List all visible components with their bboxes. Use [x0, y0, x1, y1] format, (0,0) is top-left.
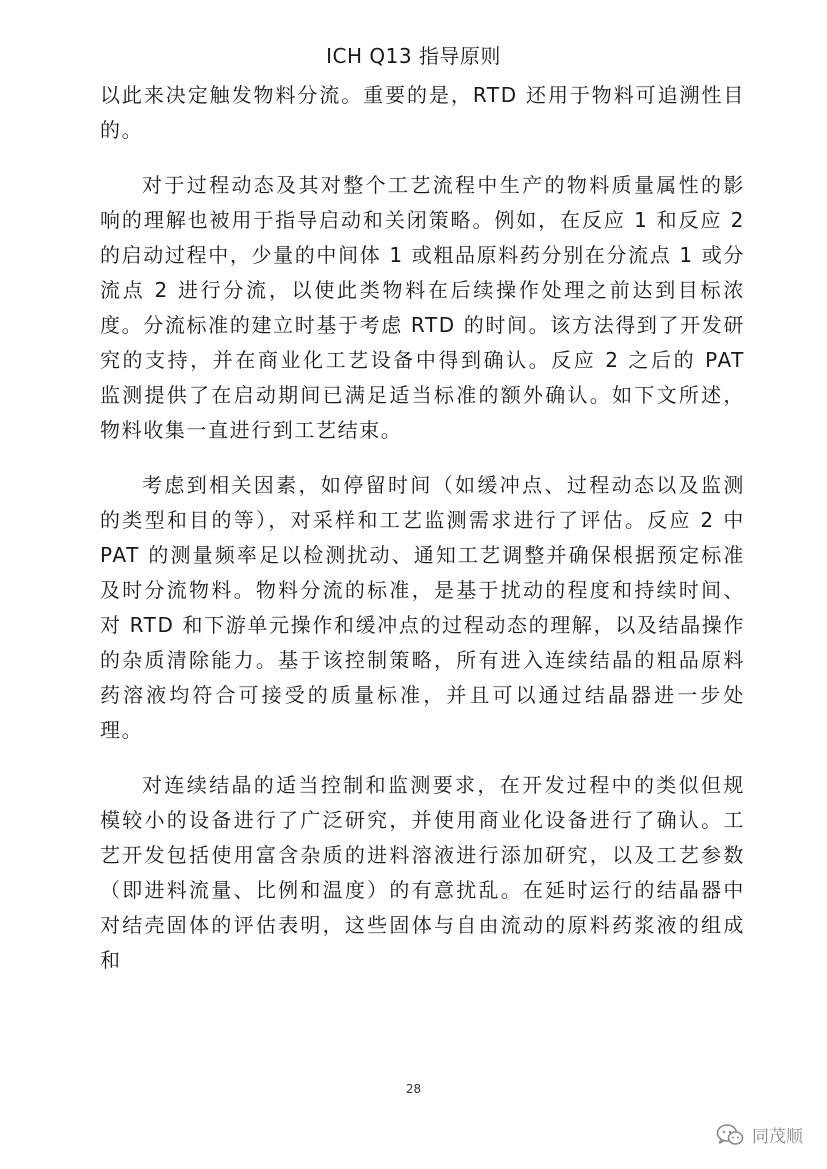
paragraph-4: 对连续结晶的适当控制和监测要求，在开发过程中的类似但规模较小的设备进行了广泛研究，并使用商业化设备进行了确认。工艺开发包括使用富含杂质的进料溶液进行添加研究，以及工艺参数（即进料流量、比例和温度）的有意扰乱。在延时运行的结晶器中对结壳固体的评估表明，这些固体与自由流动的原料药浆液的组成和 [100, 773, 745, 972]
watermark-text: 同茂顺 [752, 1127, 803, 1147]
paragraph-2: 对于过程动态及其对整个工艺流程中生产的物料质量属性的影响的理解也被用于指导启动和关闭策略。例如，在反应 1 和反应 2 的启动过程中，少量的中间体 1 或粗品原料药分别在分流点 1 或分流点 2 进行分流，以使此类物料在后续操作处理之前达到目标浓度。分流标准的建立时基于考虑 RTD 的时间。该方法得到了开发研究的支持，并在商业化工艺设备中得到确认。反应 2 之后的 PAT 监测提供了在启动期间已满足适当标准的额外确认。如下文所述，物料收集一直进行到工艺结束。 [100, 173, 745, 442]
paragraph-1: 以此来决定触发物料分流。重要的是，RTD 还用于物料可追溯性目的。 [100, 83, 745, 142]
page-number: 28 [405, 1082, 422, 1096]
wechat-icon [716, 1123, 744, 1147]
paragraph-3: 考虑到相关因素，如停留时间（如缓冲点、过程动态以及监测的类型和目的等），对采样和工艺监测需求进行了评估。反应 2 中 PAT 的测量频率足以检测扰动、通知工艺调整并确保根据预定标准及时分流物料。物料分流的标准，是基于扰动的程度和持续时间、对 RTD 和下游单元操作和缓冲点的过程动态的理解，以及结晶操作的杂质清除能力。基于该控制策略，所有进入连续结晶的粗品原料药溶液均符合可接受的质量标准，并且可以通过结晶器进一步处理。 [100, 473, 745, 742]
document-body [100, 78, 745, 998]
wechat-watermark [716, 1122, 803, 1147]
page-header-title: ICH Q13 指导原则 [326, 44, 501, 68]
